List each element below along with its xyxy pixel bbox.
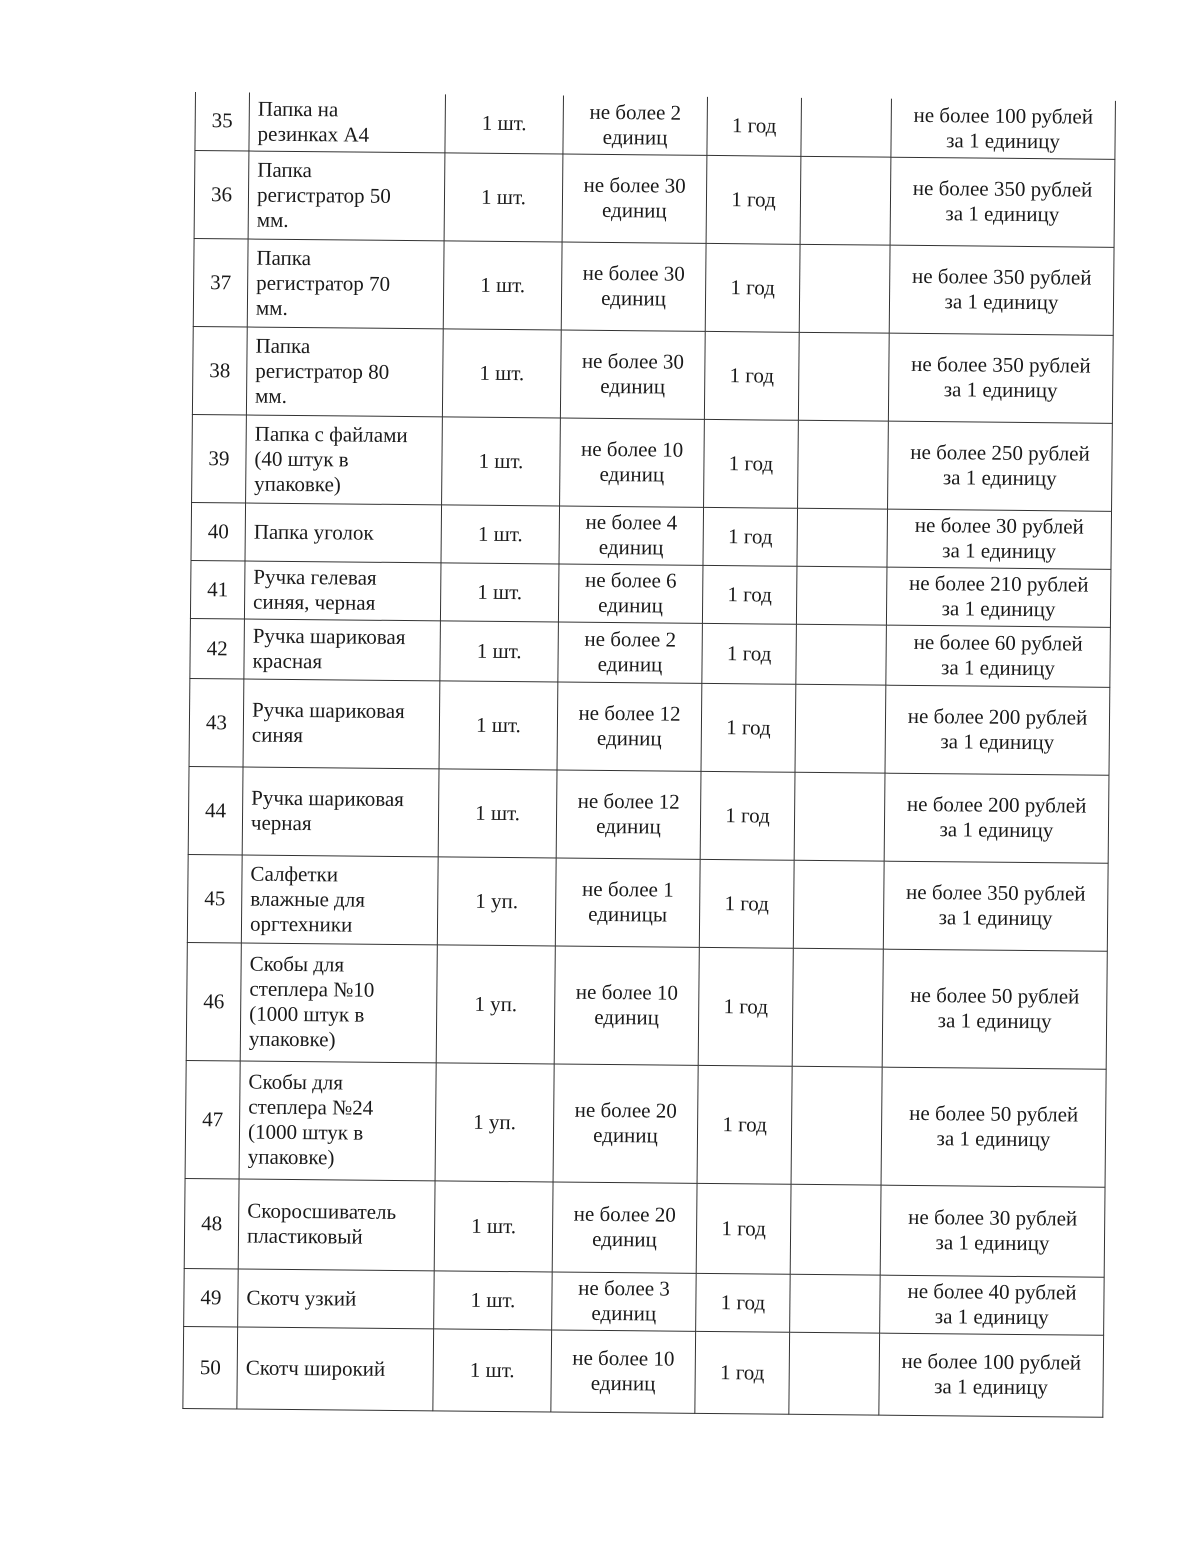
item-name-cell (246, 327, 443, 417)
item-name-cell-line: степлера №10 (249, 976, 375, 1002)
table-body (183, 92, 1116, 1417)
unit-cell: 1 шт. (434, 1180, 553, 1271)
price-cell-line: за 1 единицу (942, 465, 1057, 491)
period-cell: 1 год (699, 859, 794, 948)
item-name-cell-line: Скобы для (248, 1069, 344, 1095)
item-name-cell-line: мм. (254, 383, 288, 408)
item-name-cell (238, 1178, 435, 1270)
item-name-cell-line: регистратор 70 (256, 270, 391, 296)
unit-cell: 1 шт. (442, 416, 561, 505)
item-name-cell-line: красная (252, 648, 323, 674)
unit-cell: 1 шт. (445, 94, 564, 153)
item-name-cell-line: синяя (251, 722, 304, 748)
item-name-cell-line: Скотч узкий (246, 1285, 357, 1311)
table-row (187, 854, 1108, 951)
item-name-cell (239, 1060, 436, 1180)
quantity-cell-line: не более 4 (585, 509, 678, 535)
item-name-cell (242, 766, 439, 856)
quantity-cell-line: единиц (590, 1370, 656, 1396)
price-cell (883, 861, 1108, 951)
quantity-cell-line: не более 12 (578, 700, 681, 726)
item-name-cell (238, 1268, 435, 1328)
price-cell-line: за 1 единицу (940, 729, 1055, 755)
price-cell-line: не более 350 рублей (912, 175, 1093, 202)
empty-cell (790, 1274, 881, 1333)
item-name-cell-line: Папка (257, 157, 313, 182)
item-name-cell-line: пластиковый (246, 1223, 363, 1249)
supplies-table (182, 92, 1116, 1417)
item-name-cell-line: Папка с файлами (254, 421, 408, 447)
item-name-cell-line: оргтехники (249, 911, 353, 937)
empty-cell (800, 156, 891, 245)
item-name-cell-line: (40 штук в (254, 446, 349, 471)
quantity-cell-line: не более 20 (574, 1097, 677, 1123)
period-cell: 1 год (700, 771, 795, 860)
row-number-cell: 36 (194, 150, 249, 239)
period-cell: 1 год (707, 97, 802, 156)
price-cell-line: за 1 единицу (946, 127, 1061, 154)
price-cell-line: за 1 единицу (934, 1304, 1049, 1330)
quantity-cell-line: не более 30 (582, 260, 685, 286)
item-name-cell-line: Ручка шариковая (252, 623, 406, 650)
item-name-cell-line: Папка (256, 245, 312, 270)
item-name-cell (249, 93, 446, 153)
quantity-cell-line: единиц (598, 534, 664, 560)
item-name-cell-line: Салфетки (250, 861, 339, 886)
empty-cell (790, 1184, 881, 1275)
price-cell (880, 1185, 1105, 1277)
price-cell-line: за 1 единицу (935, 1230, 1050, 1256)
quantity-cell-line: не более 10 (575, 979, 679, 1005)
quantity-cell (554, 945, 699, 1064)
item-name-cell-line: Ручка гелевая (253, 564, 377, 590)
quantity-cell-line: не более 12 (577, 788, 680, 814)
table-row (195, 92, 1116, 159)
price-cell-line: не более 30 рублей (914, 512, 1084, 539)
price-cell (886, 567, 1111, 627)
quantity-cell-line: не более 20 (573, 1201, 676, 1227)
period-cell: 1 год (705, 243, 800, 332)
price-cell-line: не более 250 рублей (910, 439, 1090, 466)
item-name-cell-line: мм. (255, 295, 288, 320)
period-cell: 1 год (701, 683, 796, 772)
quantity-cell-line: единиц (598, 592, 664, 618)
period-cell: 1 год (695, 1331, 790, 1414)
row-number-cell: 50 (183, 1326, 238, 1409)
unit-cell: 1 шт. (439, 680, 558, 769)
quantity-cell (561, 242, 706, 331)
row-number-cell: 35 (195, 92, 250, 151)
price-cell-line: за 1 единицу (943, 377, 1058, 403)
quantity-cell (553, 1063, 698, 1182)
quantity-cell (560, 418, 705, 507)
item-name-cell-line: Скоросшиватель (247, 1198, 397, 1224)
table-row (183, 1326, 1104, 1417)
quantity-cell (552, 1271, 697, 1330)
price-cell-line: не более 200 рублей (907, 703, 1088, 730)
table-row (194, 150, 1115, 247)
item-name-cell-line: упаковке) (254, 471, 341, 496)
quantity-cell-line: не более 10 (572, 1345, 675, 1371)
item-name-cell-line: упаковке) (247, 1144, 335, 1170)
quantity-cell-line: не более 1 (581, 876, 674, 902)
unit-cell: 1 шт. (443, 240, 562, 329)
price-cell-line: не более 200 рублей (906, 791, 1087, 818)
price-cell-line: не более 210 рублей (908, 570, 1089, 597)
item-name-cell-line: резинках А4 (257, 121, 370, 147)
price-cell-line: не более 350 рублей (911, 351, 1091, 378)
row-number-cell: 39 (192, 414, 247, 503)
table-row (184, 1268, 1105, 1335)
price-cell-line: за 1 единицу (934, 1374, 1049, 1400)
quantity-cell-line: единиц (599, 461, 665, 487)
price-cell-line: за 1 единицу (942, 538, 1057, 564)
item-name-cell-line: Ручка шариковая (251, 697, 405, 724)
table-row (192, 414, 1113, 511)
item-name-cell-line: Ручка шариковая (251, 785, 405, 812)
price-cell-line: не более 350 рублей (911, 263, 1092, 290)
quantity-cell-line: не более 2 (589, 99, 682, 125)
unit-cell: 1 шт. (442, 328, 561, 417)
quantity-cell-line: единиц (591, 1300, 657, 1326)
period-cell: 1 год (706, 155, 801, 244)
empty-cell (798, 332, 889, 421)
price-cell-line: за 1 единицу (944, 289, 1059, 315)
empty-cell (798, 420, 889, 509)
table-row (185, 1060, 1106, 1187)
item-name-cell (240, 942, 437, 1062)
empty-cell (795, 684, 886, 773)
price-cell-line: за 1 единицу (938, 905, 1053, 931)
row-number-cell: 38 (192, 326, 247, 415)
row-number-cell: 37 (193, 238, 248, 327)
price-cell-line: не более 350 рублей (905, 879, 1086, 906)
item-name-cell (241, 854, 438, 944)
price-cell (885, 685, 1110, 775)
period-cell: 1 год (702, 565, 797, 624)
quantity-cell-line: не более 2 (584, 626, 677, 652)
table-row (191, 502, 1112, 569)
table-row (188, 766, 1109, 863)
quantity-cell (558, 564, 703, 623)
quantity-cell-line: единицы (588, 901, 668, 927)
quantity-cell (557, 682, 702, 771)
item-name-cell (247, 239, 444, 329)
row-number-cell: 49 (184, 1268, 239, 1327)
quantity-cell-line: единиц (601, 285, 666, 311)
item-name-cell-line: (1000 штук в (247, 1119, 364, 1145)
item-name-cell-line: регистратор 80 (255, 358, 390, 384)
item-name-cell (246, 415, 443, 505)
price-cell (881, 1067, 1106, 1187)
quantity-cell (551, 1329, 696, 1412)
row-number-cell: 40 (191, 502, 246, 561)
price-cell (887, 509, 1112, 569)
unit-cell: 1 шт. (440, 620, 559, 681)
item-name-cell-line: регистратор 50 (256, 182, 391, 208)
item-name-cell-line: упаковке) (248, 1026, 336, 1052)
quantity-cell (552, 1181, 697, 1272)
row-number-cell: 48 (184, 1178, 239, 1269)
price-cell-line: не более 40 рублей (907, 1278, 1077, 1305)
quantity-cell (560, 330, 705, 419)
empty-cell (801, 98, 892, 157)
unit-cell: 1 уп. (435, 1062, 554, 1181)
quantity-cell-line: не более 3 (578, 1275, 670, 1301)
price-cell-line: не более 60 рублей (913, 629, 1083, 656)
item-name-cell-line: Папка уголок (253, 519, 374, 545)
unit-cell: 1 шт. (434, 1270, 553, 1329)
empty-cell (799, 244, 890, 333)
table-row (192, 326, 1113, 423)
period-cell: 1 год (696, 1273, 791, 1332)
period-cell: 1 год (698, 947, 793, 1066)
row-number-cell: 43 (189, 678, 244, 767)
item-name-cell-line: Скотч широкий (245, 1355, 386, 1381)
empty-cell (796, 566, 887, 625)
row-number-cell: 45 (187, 854, 242, 943)
item-name-cell (237, 1326, 434, 1410)
item-name-cell-line: Скобы для (249, 951, 345, 977)
period-cell: 1 год (704, 419, 799, 508)
period-cell: 1 год (697, 1065, 792, 1184)
price-cell (888, 421, 1113, 511)
price-cell-line: за 1 единицу (940, 655, 1056, 681)
period-cell: 1 год (704, 331, 799, 420)
unit-cell: 1 шт. (433, 1328, 552, 1411)
table-row (193, 238, 1114, 335)
quantity-cell (556, 770, 701, 859)
price-cell-line: за 1 единицу (939, 817, 1054, 843)
row-number-cell: 47 (185, 1060, 240, 1179)
quantity-cell-line: единиц (592, 1226, 657, 1252)
period-cell: 1 год (703, 507, 798, 566)
quantity-cell-line: единиц (602, 124, 668, 150)
unit-cell: 1 уп. (436, 944, 555, 1063)
empty-cell (794, 772, 885, 861)
empty-cell (796, 624, 887, 685)
price-cell-line: не более 100 рублей (901, 1348, 1082, 1375)
empty-cell (789, 1332, 880, 1415)
price-cell (891, 99, 1116, 159)
price-cell-line: за 1 единицу (941, 596, 1056, 622)
price-cell (888, 333, 1113, 423)
item-name-cell-line: влажные для (250, 886, 366, 912)
quantity-cell-line: единиц (596, 813, 661, 839)
quantity-cell-line: единиц (596, 725, 662, 751)
quantity-cell-line: не более 30 (581, 348, 685, 374)
item-name-cell-line: (1000 штук в (249, 1001, 365, 1027)
quantity-cell-line: единиц (600, 373, 666, 399)
quantity-cell-line: не более 6 (584, 567, 677, 593)
unit-cell: 1 уп. (437, 856, 556, 945)
item-name-cell-line: мм. (256, 207, 289, 232)
unit-cell: 1 шт. (444, 152, 563, 241)
period-cell: 1 год (696, 1183, 791, 1274)
table-row (190, 618, 1111, 687)
price-cell (882, 949, 1107, 1069)
empty-cell (793, 860, 884, 949)
empty-cell (791, 1066, 882, 1185)
document-page (182, 92, 1115, 1417)
empty-cell (792, 948, 883, 1067)
table-row (186, 942, 1107, 1069)
quantity-cell-line: единиц (597, 651, 663, 677)
price-cell (886, 625, 1111, 687)
row-number-cell: 41 (190, 560, 245, 619)
price-cell (889, 245, 1114, 335)
empty-cell (797, 508, 888, 567)
price-cell-line: не более 30 рублей (908, 1204, 1078, 1231)
table-row (189, 678, 1110, 775)
quantity-cell-line: не более 30 (583, 172, 686, 198)
quantity-cell-line: единиц (601, 197, 667, 223)
item-name-cell (243, 678, 440, 768)
price-cell (880, 1275, 1105, 1335)
quantity-cell (558, 622, 703, 683)
item-name-cell (245, 503, 442, 563)
quantity-cell (563, 96, 708, 155)
row-number-cell: 46 (186, 942, 241, 1061)
price-cell-line: за 1 единицу (937, 1008, 1052, 1034)
item-name-cell-line: Папка (255, 333, 311, 358)
item-name-cell (244, 618, 441, 680)
item-name-cell-line: черная (250, 810, 312, 836)
row-number-cell: 44 (188, 766, 243, 855)
item-name-cell (244, 561, 441, 621)
price-cell-line: не более 50 рублей (909, 1100, 1079, 1127)
item-name-cell (248, 151, 445, 241)
item-name-cell-line: Папка на (257, 96, 339, 122)
unit-cell: 1 шт. (441, 504, 560, 563)
quantity-cell (555, 858, 700, 947)
price-cell-line: за 1 единицу (945, 201, 1060, 227)
row-number-cell: 42 (190, 618, 245, 679)
item-name-cell-line: степлера №24 (248, 1094, 374, 1120)
period-cell: 1 год (702, 623, 797, 684)
price-cell-line: за 1 единицу (936, 1126, 1051, 1152)
unit-cell: 1 шт. (440, 562, 559, 621)
price-cell-line: не более 50 рублей (910, 982, 1080, 1009)
quantity-cell-line: не более 10 (580, 436, 684, 462)
quantity-cell (559, 506, 704, 565)
quantity-cell (562, 154, 707, 243)
price-cell (884, 773, 1109, 863)
quantity-cell-line: единиц (593, 1122, 658, 1148)
price-cell (890, 157, 1115, 247)
table-row (190, 560, 1111, 627)
quantity-cell-line: единиц (594, 1004, 660, 1030)
price-cell (879, 1333, 1104, 1417)
item-name-cell-line: синяя, черная (252, 589, 376, 615)
table-row (184, 1178, 1105, 1277)
unit-cell: 1 шт. (438, 768, 557, 857)
price-cell-line: не более 100 рублей (913, 102, 1094, 129)
